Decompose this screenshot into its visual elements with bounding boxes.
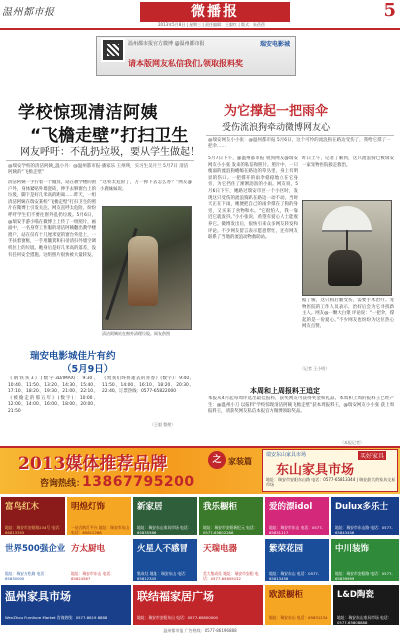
- ad-tile-name: 明煌灯饰: [71, 502, 106, 512]
- article2-body-col2: 昨日上午，记者了解到，这只流浪狗已被瑞安一家宠物医院接走救治。: [302, 156, 394, 168]
- ad-tile-info: 地址：瑞安市安阳新纪元 电话：0577-65802288: [203, 525, 258, 535]
- ad-dongshan-tag: 买好家具: [360, 453, 385, 460]
- ad-tile[interactable]: [66, 496, 132, 536]
- ad-tile-name: 世界500强企业: [5, 544, 66, 554]
- cinema-schedule-col1: 《钢铁侠3》(数字3D/IMAX)：9:30、10:40、11:50、13:20、14:30、15:40、17:10、18:20、19:30、21:00、22:10。《被偷走的那五年》(数字)：10:00、12:00、14:00、16:00、18:00、20:00、21:50: [8, 376, 98, 414]
- cinema-date: （5月9日）: [62, 364, 114, 375]
- ad-tile-info: 集成灶 地址：瑞安东山 电话：65812345: [137, 571, 189, 581]
- ad-tile[interactable]: [330, 496, 400, 536]
- ad-tile-name: 联结福家居广场: [137, 590, 214, 603]
- ad-tile[interactable]: [0, 584, 132, 626]
- notice-body: 本报从4月起每周评选出最佳报料，获奖网友可获得奖金和礼品。本周和上周的报料王已经产生：@温州小刀 以报料“学校惊现清洁阿姨飞檐走壁”获本周报料王，@瑞安网友小小张 获上周报料王，请获奖网友私信本报官方微博领取奖品。: [208, 396, 394, 415]
- ad-tile-name: 火星人不感冒: [137, 544, 189, 554]
- ad-tile[interactable]: [264, 584, 332, 626]
- ad-tile[interactable]: [264, 538, 330, 582]
- article1-byline: @瑞安学校的清洁阿姨_温小丹：@温州都市报·潘家乐 王州瑛，实习生吴月兰 5月7日 清洁阿姨的“飞檐走壁”: [8, 164, 189, 175]
- ad-tile-info: 地址：瑞安市安阳东山 电话：0577-65800000: [137, 615, 218, 620]
- ad-tile-name: 中川装饰: [335, 544, 370, 554]
- ad-tile[interactable]: [198, 496, 264, 536]
- ad-tile-info: 地址：瑞安东山 电话：65831234: [269, 615, 328, 620]
- ad-tile[interactable]: [198, 538, 264, 582]
- banner-logo: 瑞安电影城: [259, 41, 290, 48]
- notice-credit: （本报记者）: [340, 440, 364, 445]
- ad-tile-info: 地址：瑞安东山家具市场 电话：0577-65808888: [337, 615, 392, 625]
- ad-tile[interactable]: [132, 496, 198, 536]
- ad-tile-info: 地址：瑞安市东山 电话：65824567: [71, 571, 114, 581]
- article1-body-col1: 清洁阿姨一手拧着一个簸箕，站在教学楼的窗户外，身体紧贴外墙瓷砖，伸手去够窗台上的垃圾，脚下是好几米高的距离……昨天，一组清洁阿姨在瑞安某校“飞檐走壁”打扫卫生的照片在微博上引发关注。网友直呼太危险，纷纷呼吁学生们不要往窗外乱扔垃圾。5月6日，@瑞安手游小喵在微博上上传了一组照片，画面中，一名身穿工作服的清洁阿姨翻出教学楼窗户，站在仅有十几厘米宽的窗台外沿上，一手扶着窗框，一手用簸箕和扫帚清扫外墙空调机位上的垃圾。她身后是好几米高的落差，没有任何安全措施。这组照片很快被大量转发。: [8, 180, 96, 258]
- ad-tile-info: 地址：瑞安市安阳路 电话：0577-65839999: [335, 571, 393, 581]
- ad-tile-info: 地址：瑞安市东山 电话：0577-65831117: [269, 525, 324, 535]
- photo-person: [128, 236, 158, 306]
- ad-tile-info: 地址：瑞安市东山路 电话：0577-65843456: [335, 525, 393, 535]
- ad-tile-info: 美大集成灶 地址：瑞安市安阳 电话：0577-65809152: [203, 571, 259, 581]
- ad-tile[interactable]: [264, 496, 330, 536]
- ad-tile-name: 富鸟红木: [5, 502, 40, 512]
- ad-tile-name: 我乐橱柜: [203, 502, 238, 512]
- ad-tile-name: L&D陶瓷: [337, 590, 374, 600]
- ad-tile-name: 爱的漂idol: [269, 502, 313, 512]
- ad-dongshan-top: 瑞安东山家具市场: [266, 452, 307, 458]
- qr-code-icon: [101, 38, 125, 62]
- page-number: 5: [383, 0, 396, 21]
- ad-tile-info: 地址：瑞安市安阳路234号 电话：66813355: [5, 525, 63, 535]
- ad-hotline-label: 咨询热线：: [40, 479, 86, 489]
- divider: [206, 135, 394, 136]
- article1-title-line2: “飞檐走壁”打扫卫生: [30, 126, 189, 146]
- ad-tile[interactable]: [330, 538, 400, 582]
- cinema-title: 瑞安电影城佳片有约: [30, 351, 116, 362]
- ad-title: 2013媒体推荐品牌: [18, 454, 168, 474]
- ad-tile-name: Dulux多乐士: [335, 502, 389, 512]
- notice-title: 本周和上周报料王追定: [250, 387, 320, 395]
- header-rule: [0, 28, 400, 30]
- ad-tile[interactable]: [132, 538, 198, 582]
- cinema-schedule-col2: 《致我们终将逝去的青春》(数字)：9:40、11:50、14:00、16:10、18:20、20:30、22:40。订票热线：0577-65822000: [102, 376, 194, 395]
- ad-tile[interactable]: [332, 584, 400, 626]
- ad-tile-name: 新家居: [137, 502, 163, 512]
- article2-byline: @瑞安网友小小张：@温州都市报 5月6日，这个可怜的流浪狗在路边受伤了，我给它撑了一把伞……: [208, 138, 391, 149]
- article1-body-col2: “这样太危险了，万一掉下去怎么办？”网友@小鹿妹妹说。: [100, 180, 192, 192]
- ad-tile-name: 温州家具市场: [5, 590, 71, 603]
- article2-title: 为它撑起一把雨伞: [224, 104, 329, 119]
- ad-tile-info: 一站式购灯平台 地址：瑞安市东山 电话：65812288: [71, 525, 130, 535]
- ad-tile-info: WenZhou Furniture Market 咨询热线：0577-8619 8888: [5, 615, 108, 620]
- article2-credit: （记者 王小明）: [300, 366, 330, 371]
- photo-dog: [328, 250, 362, 286]
- ad-tile[interactable]: [0, 538, 66, 582]
- article2-subtitle: 受伤流浪狗牵动微博网友心: [222, 123, 331, 133]
- banner-headline: 请本版网友私信我们,领取报料奖: [128, 59, 244, 68]
- section-title: 微播报: [140, 2, 290, 22]
- ad-hotline[interactable]: 13867795200: [82, 474, 195, 490]
- divider: [6, 160, 194, 161]
- ad-badge-text: 家装篇: [228, 457, 252, 466]
- ad-dongshan-info: 地址：瑞安市安阳东山路 电话：0577-65813344 | 瑞安最大的家具交易市场: [266, 477, 396, 487]
- ad-tile[interactable]: [0, 496, 66, 536]
- ad-tile-info: 地址：瑞安东山家具市场 电话：65835566: [137, 525, 192, 535]
- ad-tile-info: 地址：瑞安东山 电话：0577-65813456: [269, 571, 320, 581]
- ad-tile-name: 欧派橱柜: [269, 590, 304, 600]
- banner-subtitle: 温州都市报官方微博 @温州都市报: [128, 41, 205, 47]
- cinema-credit: （王毅 整理）: [150, 422, 176, 427]
- masthead: 温州都市报: [2, 7, 55, 18]
- ad-badge: 之: [208, 451, 226, 469]
- footer: 温州都市报 广告热线：0577-86196888: [163, 628, 237, 633]
- article2-body-col3: 据了解，这只狗后腿受伤，需要手术治疗。宠物医院的工作人员表示，治好后会为它寻找新主人。网友@一颗大白菜 评论说：“一把伞，撑起的是一份爱心。”不少网友也纷纷为这位热心网友点赞。: [302, 298, 394, 330]
- article1-subtitle: 网友呼吁：不乱扔垃圾，要从学生做起！: [20, 147, 200, 158]
- ad-dongshan-name: 东山家具市场: [276, 463, 355, 478]
- ad-tile-info: 地址：瑞安万松路 电话：65830000: [5, 571, 48, 581]
- ad-tile[interactable]: [132, 584, 264, 626]
- ad-tile-name: 紫荣花园: [269, 544, 304, 554]
- article2-body-col1: 5月7日下午，@温州都市报 收到网友@瑞安网友小小张 发来的私信和照片。照片中，一只瘦弱的流浪狗蜷缩在路边的草丛里，身上有明显的伤口。一把撑开的雨伞稳稳地立在它身旁，为它挡住了淅淅沥沥的小雨。网友说，5月6日下午，她路过瑞安市区一个小区时，发现这只受伤的流浪狗趴在路边一动不动。当时天正在下雨，她便把自己的雨伞撑在了狗的身旁，又买来了食物和水。“它很怕人，我一靠近它就发抖。”小小张说，希望有爱心人士能收养它。微博发出后，很快引来众多网友转发和评论。不少网友留言表示愿意帮忙，还有网友联系了当地的流浪动物救助站。: [208, 156, 298, 241]
- ad-tile-name: 天瑞电器: [203, 544, 238, 554]
- article1-photo-caption: 清洁阿姨站在窗外清理垃圾。网友供图: [102, 331, 170, 336]
- ad-tile-name: 方太厨电: [71, 544, 106, 554]
- header-meta: 2013年5月8日 | 星期三 | 责任编辑：王毅红 | 版式：朱蓓蓓: [158, 22, 265, 27]
- article1-title-line1: 学校惊现清洁阿姨: [18, 103, 158, 123]
- ad-tile[interactable]: [66, 538, 132, 582]
